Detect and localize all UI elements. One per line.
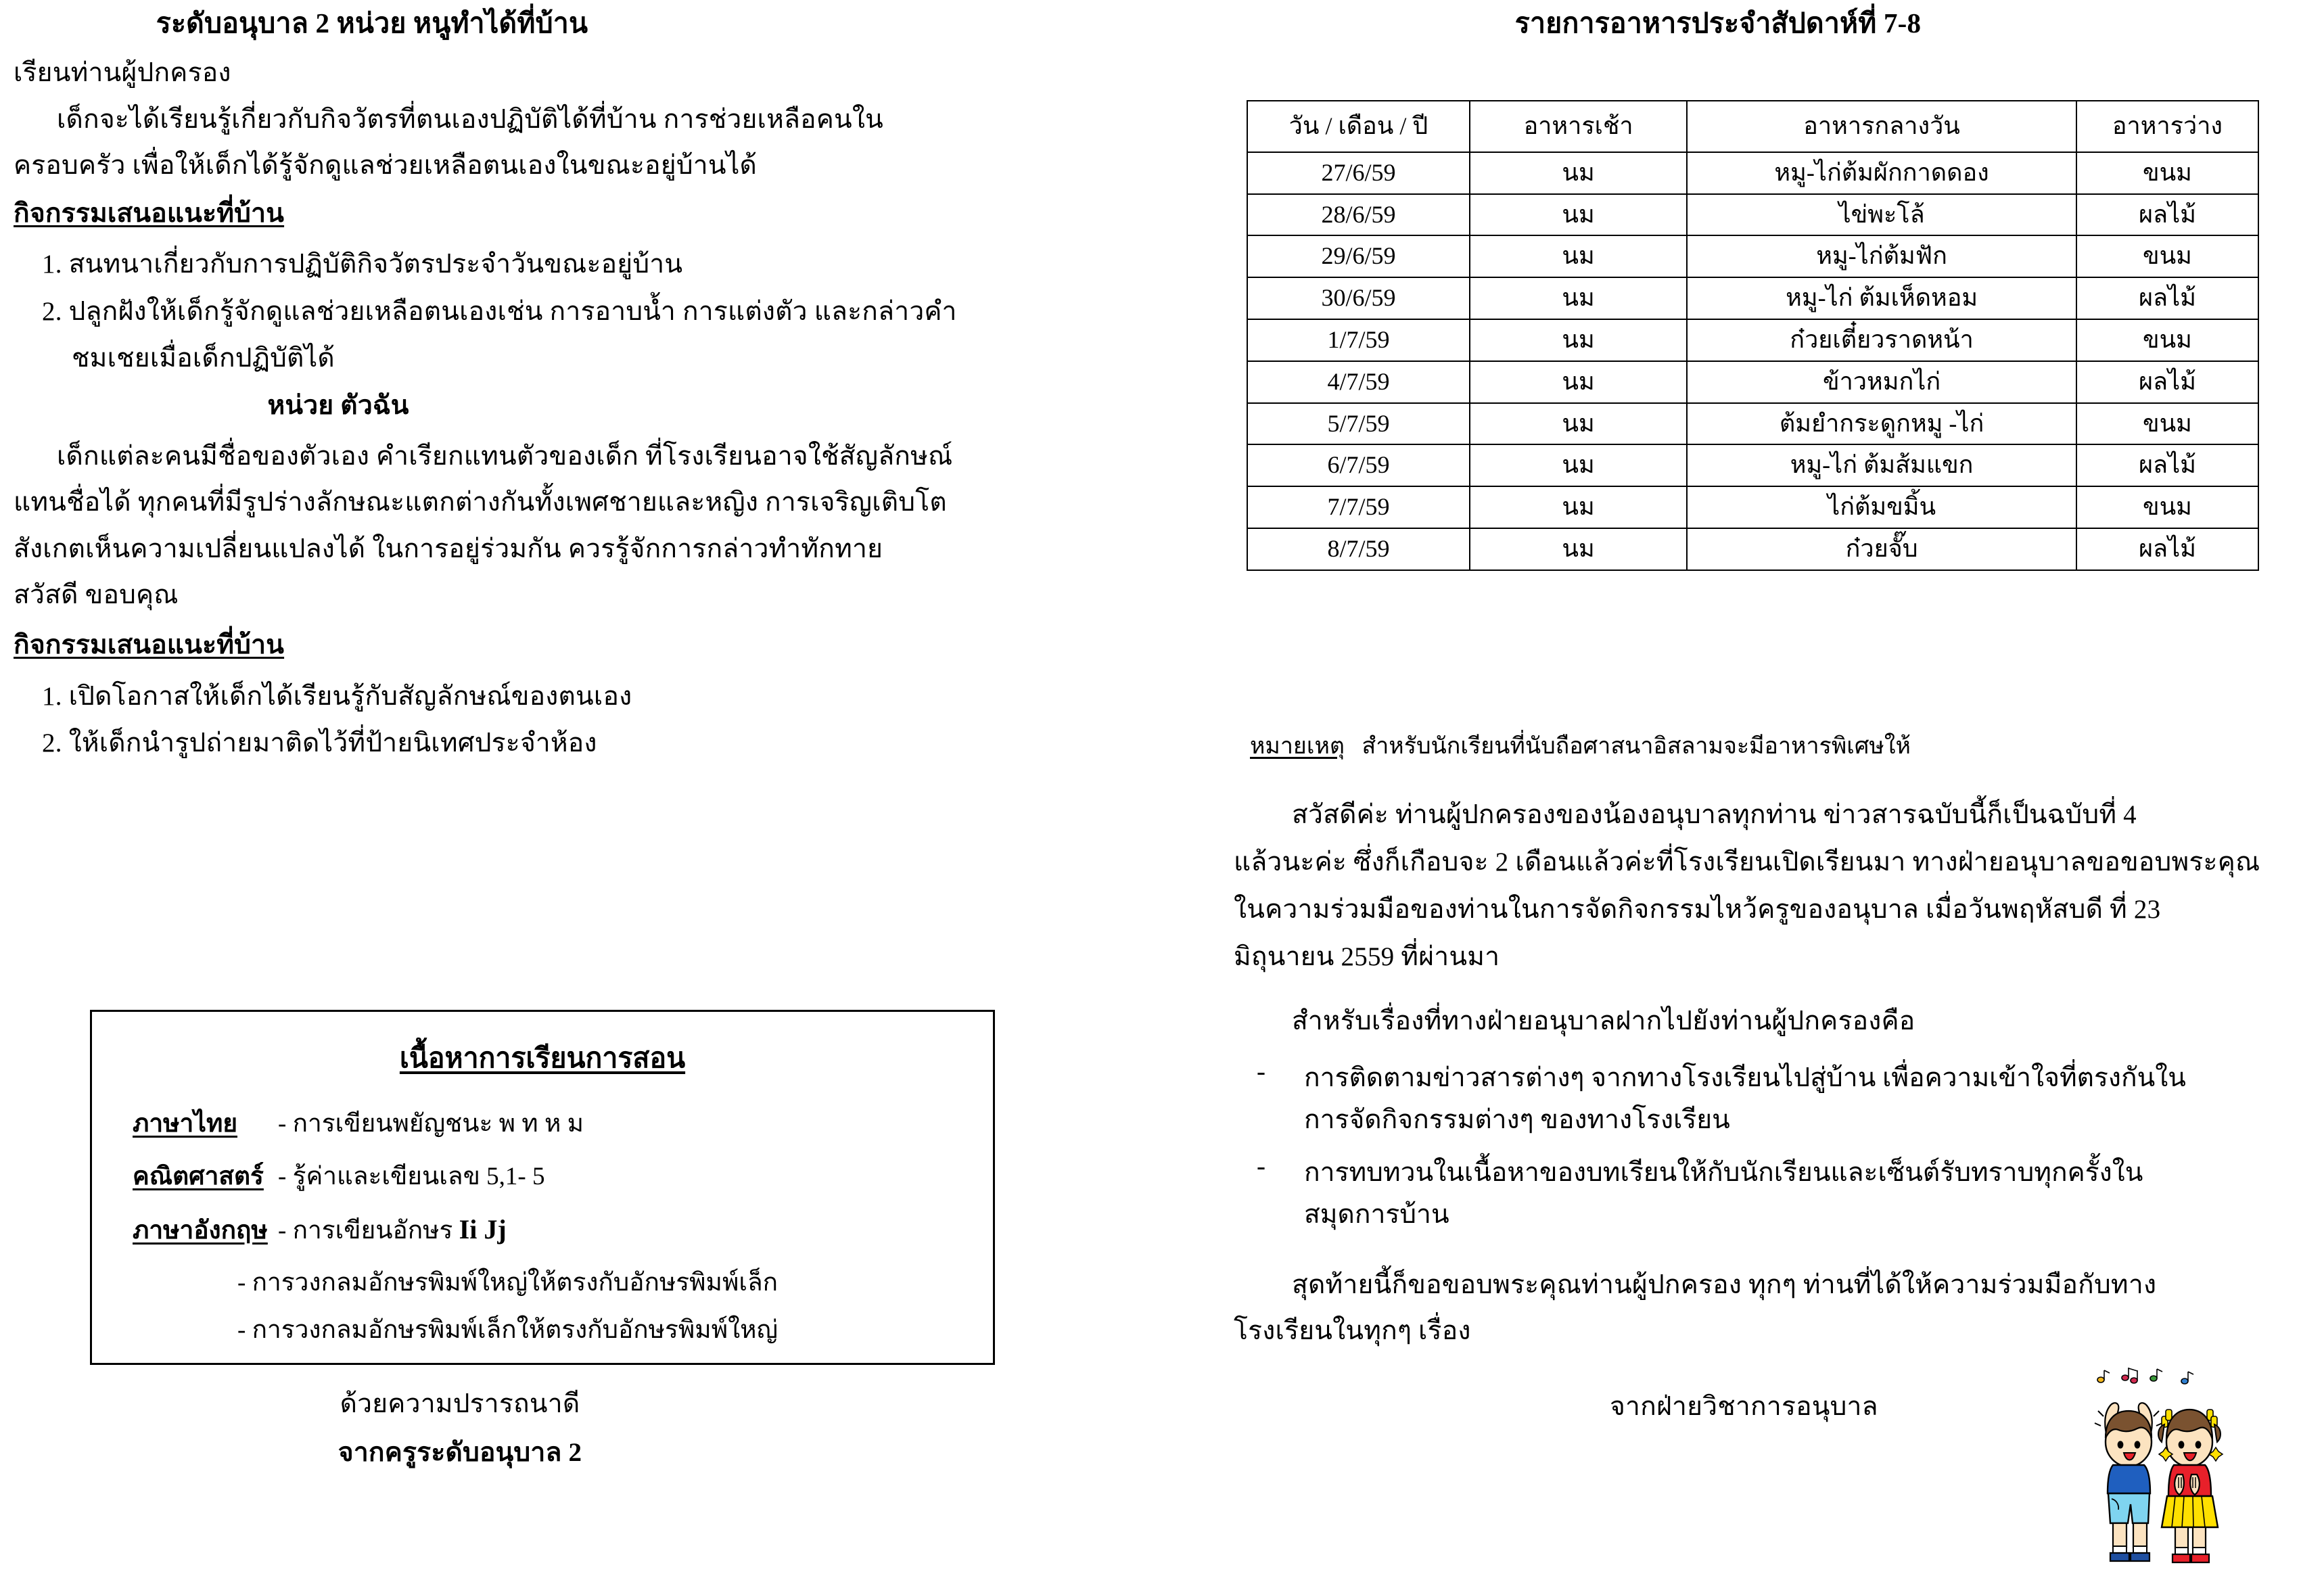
- table-body: [1247, 152, 2258, 570]
- table-row: [1247, 194, 2258, 236]
- unit-body-line-2: แทนชื่อได้ ทุกคนที่มีรูปร่างลักษณะแตกต่างกันทั้งเพศชายและหญิง การเจริญเติบโต: [14, 488, 947, 517]
- table-header-row: [1247, 101, 2258, 152]
- closing-line-2: จากครูระดับอนุบาล 2: [338, 1438, 582, 1467]
- cell-breakfast: นม: [1470, 444, 1687, 486]
- right-subheading: สำหรับเรื่องที่ทางฝ่ายอนุบาลฝากไปยังท่านผู้ปกครองคือ: [1292, 1006, 1915, 1036]
- cell-snack: ขนม: [2076, 403, 2258, 445]
- final-line-2: โรงเรียนในทุกๆ เรื่อง: [1234, 1316, 1471, 1345]
- subject-label-thai: ภาษาไทย: [133, 1110, 238, 1138]
- table-row: [1247, 403, 2258, 445]
- activity-1-item-2-cont: ชมเชยเมื่อเด็กปฏิบัติได้: [72, 344, 335, 373]
- table-row: [1247, 444, 2258, 486]
- cell-breakfast: นม: [1470, 277, 1687, 319]
- activity-1-item-2: 2. ปลูกฝังให้เด็กรู้จักดูแลช่วยเหลือตนเองเช่น การอาบน้ำ การแต่งตัว และกล่าวคำ: [42, 297, 957, 326]
- cell-snack: ผลไม้: [2076, 277, 2258, 319]
- column-header-date: วัน / เดือน / ปี: [1247, 101, 1470, 152]
- cell-breakfast: นม: [1470, 528, 1687, 570]
- column-header-lunch: อาหารกลางวัน: [1687, 101, 2076, 152]
- cell-lunch: หมู-ไก่ ต้มเห็ดหอม: [1687, 277, 2076, 319]
- lesson-extra-line-2: - การวงกลมอักษรพิมพ์เล็กให้ตรงกับอักษรพิมพ์ใหญ่: [237, 1316, 778, 1344]
- cell-snack: ขนม: [2076, 486, 2258, 528]
- unit-body-line-1: เด็กแต่ละคนมีชื่อของตัวเอง คำเรียกแทนตัวของเด็ก ที่โรงเรียนอาจใช้สัญลักษณ์: [57, 442, 953, 471]
- column-header-snack: อาหารว่าง: [2076, 101, 2258, 152]
- table-row: [1247, 277, 2258, 319]
- bullet-1-line-1: การติดตามข่าวสารต่างๆ จากทางโรงเรียนไปสู่บ้าน เพื่อความเข้าใจที่ตรงกันใน: [1304, 1063, 2186, 1092]
- cell-snack: ขนม: [2076, 235, 2258, 277]
- cell-date: 30/6/59: [1247, 277, 1470, 319]
- signature: จากฝ่ายวิชาการอนุบาล: [1610, 1392, 1878, 1421]
- cell-snack: ผลไม้: [2076, 528, 2258, 570]
- cell-date: 4/7/59: [1247, 361, 1470, 403]
- table-row: [1247, 152, 2258, 194]
- activity-2-item-1: 1. เปิดโอกาสให้เด็กได้เรียนรู้กับสัญลักษณ์ของตนเอง: [42, 682, 632, 711]
- bullet-2-line-1: การทบทวนในเนื้อหาของบทเรียนให้กับนักเรียนและเซ็นต์รับทราบทุกครั้งใน: [1304, 1158, 2143, 1187]
- subject-label-english: ภาษาอังกฤษ: [133, 1217, 268, 1245]
- two-children-clapping-illustration: [2083, 1366, 2239, 1569]
- right-body-line-2: แล้วนะค่ะ ซึ่งก็เกือบจะ 2 เดือนแล้วค่ะที่โรงเรียนเปิดเรียนมา ทางฝ่ายอนุบาลขอขอบพระคุณ: [1234, 847, 2260, 877]
- right-body-line-4: มิถุนายน 2559 ที่ผ่านมา: [1234, 942, 1500, 971]
- cell-date: 6/7/59: [1247, 444, 1470, 486]
- lesson-content-box: [90, 1010, 995, 1365]
- cell-date: 28/6/59: [1247, 194, 1470, 236]
- cell-lunch: ไก่ต้มขมิ้น: [1687, 486, 2076, 528]
- table-note: [1250, 727, 1911, 764]
- cell-lunch: ไข่พะโล้: [1687, 194, 2076, 236]
- cell-date: 1/7/59: [1247, 319, 1470, 361]
- cell-lunch: หมู-ไก่ ต้มส้มแขก: [1687, 444, 2076, 486]
- unit-heading: หน่วย ตัวฉัน: [267, 391, 409, 420]
- subject-value-english: [278, 1210, 507, 1250]
- bullet-2-line-2: สมุดการบ้าน: [1304, 1200, 1449, 1229]
- cell-lunch: หมู-ไก่ต้มผักกาดดอง: [1687, 152, 2076, 194]
- cell-lunch: ข้าวหมกไก่: [1687, 361, 2076, 403]
- lesson-extra-line-1: - การวงกลมอักษรพิมพ์ใหญ่ให้ตรงกับอักษรพิมพ์เล็ก: [237, 1269, 778, 1297]
- table-row: [1247, 528, 2258, 570]
- cell-date: 29/6/59: [1247, 235, 1470, 277]
- cell-date: 8/7/59: [1247, 528, 1470, 570]
- table-row: [1247, 486, 2258, 528]
- intro-line-2: ครอบครัว เพื่อให้เด็กได้รู้จักดูแลช่วยเหลือตนเองในขณะอยู่บ้านได้: [14, 151, 758, 180]
- right-page-title: รายการอาหารประจำสัปดาห์ที่ 7-8: [1514, 7, 1922, 39]
- table-row: [1247, 319, 2258, 361]
- cell-breakfast: นม: [1470, 361, 1687, 403]
- cell-breakfast: นม: [1470, 235, 1687, 277]
- activity-1-item-1: 1. สนทนาเกี่ยวกับการปฏิบัติกิจวัตรประจำวันขณะอยู่บ้าน: [42, 250, 683, 279]
- cell-date: 27/6/59: [1247, 152, 1470, 194]
- bullet-marker-1: -: [1257, 1057, 1265, 1086]
- intro-line-1: เด็กจะได้เรียนรู้เกี่ยวกับกิจวัตรที่ตนเองปฏิบัติได้ที่บ้าน การช่วยเหลือคนใน: [57, 105, 883, 134]
- table-row: [1247, 235, 2258, 277]
- right-body-line-1: สวัสดีค่ะ ท่านผู้ปกครองของน้องอนุบาลทุกท่าน ข่าวสารฉบับนี้ก็เป็นฉบับที่ 4: [1292, 800, 2137, 829]
- unit-body-line-4: สวัสดี ขอบคุณ: [14, 580, 179, 609]
- unit-body-line-3: สังเกตเห็นความเปลี่ยนแปลงได้ ในการอยู่ร่วมกัน ควรรู้จักการกล่าวทำทักทาย: [14, 534, 883, 563]
- salutation: เรียนท่านผู้ปกครอง: [14, 58, 231, 87]
- cell-breakfast: นม: [1470, 319, 1687, 361]
- column-header-breakfast: อาหารเช้า: [1470, 101, 1687, 152]
- cell-breakfast: นม: [1470, 194, 1687, 236]
- cell-snack: ขนม: [2076, 152, 2258, 194]
- subject-value-thai: - การเขียนพยัญชนะ พ ท ห ม: [278, 1110, 584, 1138]
- cell-breakfast: นม: [1470, 152, 1687, 194]
- subject-value-math: - รู้ค่าและเขียนเลข 5,1- 5: [278, 1163, 545, 1190]
- cell-date: 7/7/59: [1247, 486, 1470, 528]
- cell-snack: ผลไม้: [2076, 194, 2258, 236]
- cell-breakfast: นม: [1470, 403, 1687, 445]
- table-note-label: หมายเหตุ: [1250, 734, 1345, 759]
- weekly-menu-table: [1247, 100, 2259, 571]
- cell-lunch: ต้มยำกระดูกหมู -ไก่: [1687, 403, 2076, 445]
- subject-value-english-letters: Ii Jj: [459, 1214, 507, 1245]
- boy-figure: [2095, 1403, 2162, 1561]
- table-row: [1247, 361, 2258, 403]
- subject-value-english-thai: - การเขียนอักษร: [278, 1217, 459, 1245]
- cell-lunch: ก๋วยจั๊บ: [1687, 528, 2076, 570]
- cell-snack: ผลไม้: [2076, 361, 2258, 403]
- lesson-content-box-title: เนื้อหาการเรียนการสอน: [399, 1042, 686, 1073]
- table-note-text: สำหรับนักเรียนที่นับถือศาสนาอิสลามจะมีอาหารพิเศษให้: [1362, 734, 1911, 759]
- cell-snack: ผลไม้: [2076, 444, 2258, 486]
- bullet-1-line-2: การจัดกิจกรรมต่างๆ ของทางโรงเรียน: [1304, 1105, 1730, 1134]
- cell-date: 5/7/59: [1247, 403, 1470, 445]
- cell-breakfast: นม: [1470, 486, 1687, 528]
- heading-home-activities-1: กิจกรรมเสนอแนะที่บ้าน: [14, 199, 285, 228]
- right-body-line-3: ในความร่วมมือของท่านในการจัดกิจกรรมไหว้ครูของอนุบาล เมื่อวันพฤหัสบดี ที่ 23: [1234, 895, 2161, 924]
- activity-2-item-2: 2. ให้เด็กนำรูปถ่ายมาติดไว้ที่ป้ายนิเทศประจำห้อง: [42, 728, 597, 758]
- right-column: [1163, 0, 2324, 1580]
- cell-snack: ขนม: [2076, 319, 2258, 361]
- heading-home-activities-2: กิจกรรมเสนอแนะที่บ้าน: [14, 630, 285, 659]
- left-page-title: ระดับอนุบาล 2 หน่วย หนูทำได้ที่บ้าน: [156, 7, 588, 39]
- final-line-1: สุดท้ายนี้ก็ขอขอบพระคุณท่านผู้ปกครอง ทุกๆ ท่านที่ได้ให้ความร่วมมือกับทาง: [1292, 1270, 2157, 1299]
- girl-figure: [2158, 1410, 2223, 1562]
- cell-lunch: ก๋วยเตี๋ยวราดหน้า: [1687, 319, 2076, 361]
- cell-lunch: หมู-ไก่ต้มฟัก: [1687, 235, 2076, 277]
- closing-line-1: ด้วยความปรารถนาดี: [340, 1389, 580, 1418]
- subject-label-math: คณิตศาสตร์: [133, 1163, 264, 1190]
- bullet-marker-2: -: [1257, 1152, 1265, 1181]
